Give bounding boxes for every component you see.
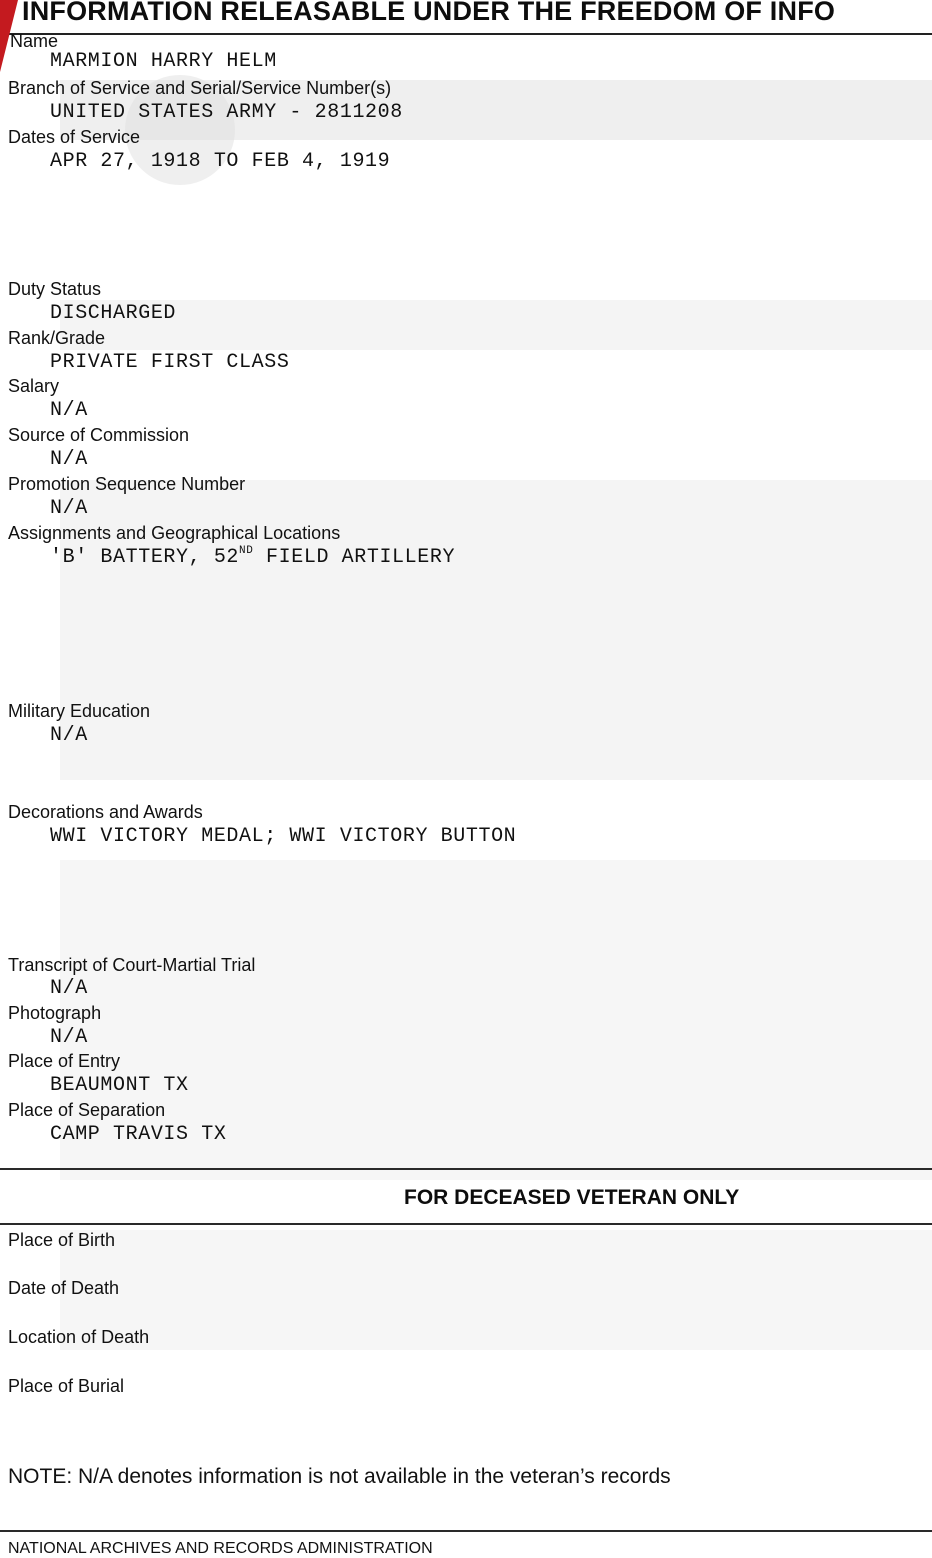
red-corner-flag <box>0 0 18 72</box>
duty-status-value: DISCHARGED <box>50 302 177 325</box>
background-letterhead-watermark <box>60 40 932 1440</box>
military-education-label: Military Education <box>8 701 151 721</box>
place-of-birth-label: Place of Birth <box>8 1230 116 1250</box>
document-title: INFORMATION RELEASABLE UNDER THE FREEDOM OF INFO <box>22 0 836 26</box>
watermark-band-footer <box>60 1230 932 1350</box>
decorations-value: WWI VICTORY MEDAL; WWI VICTORY BUTTON <box>50 825 517 848</box>
place-of-entry-label: Place of Entry <box>8 1051 121 1071</box>
promotion-sequence-label: Promotion Sequence Number <box>8 474 246 494</box>
place-of-separation-value: CAMP TRAVIS TX <box>50 1123 227 1146</box>
header-rule <box>0 33 932 35</box>
branch-label: Branch of Service and Serial/Service Number(s) <box>8 78 392 98</box>
watermark-band-top <box>60 300 932 350</box>
salary-value: N/A <box>50 399 88 422</box>
promotion-sequence-value: N/A <box>50 497 88 520</box>
na-note: NOTE: N/A denotes information is not available in the veteran’s records <box>8 1465 671 1488</box>
footer-agency: NATIONAL ARCHIVES AND RECORDS ADMINISTRATION <box>8 1540 433 1557</box>
rank-grade-value: PRIVATE FIRST CLASS <box>50 351 290 374</box>
photograph-label: Photograph <box>8 1003 102 1023</box>
section-divider <box>0 1168 932 1170</box>
assignments-label: Assignments and Geographical Locations <box>8 523 341 543</box>
salary-label: Salary <box>8 376 60 396</box>
court-martial-label: Transcript of Court-Martial Trial <box>8 955 256 975</box>
military-education-value: N/A <box>50 724 88 747</box>
date-of-death-label: Date of Death <box>8 1278 120 1298</box>
assignments-value-suffix: FIELD ARTILLERY <box>253 546 456 569</box>
duty-status-label: Duty Status <box>8 279 102 299</box>
deceased-section-heading: FOR DECEASED VETERAN ONLY <box>404 1186 740 1209</box>
assignments-value <box>50 545 455 569</box>
assignments-value-prefix: 'B' BATTERY, 52 <box>50 546 240 569</box>
dates-of-service-value: APR 27, 1918 TO FEB 4, 1919 <box>50 150 391 173</box>
place-of-entry-value: BEAUMONT TX <box>50 1074 189 1097</box>
name-label: Name <box>10 31 59 51</box>
branch-value: UNITED STATES ARMY - 2811208 <box>50 101 403 124</box>
court-martial-value: N/A <box>50 977 88 1000</box>
location-of-death-label: Location of Death <box>8 1327 150 1347</box>
dates-of-service-label: Dates of Service <box>8 127 141 147</box>
source-of-commission-value: N/A <box>50 448 88 471</box>
name-value: MARMION HARRY HELM <box>50 50 277 73</box>
assignments-value-superscript: ND <box>239 545 254 557</box>
footer-rule <box>0 1530 932 1532</box>
place-of-burial-label: Place of Burial <box>8 1376 125 1396</box>
photograph-value: N/A <box>50 1026 88 1049</box>
decorations-label: Decorations and Awards <box>8 802 203 822</box>
place-of-separation-label: Place of Separation <box>8 1100 166 1120</box>
deceased-section-rule <box>0 1223 932 1225</box>
rank-grade-label: Rank/Grade <box>8 328 106 348</box>
source-of-commission-label: Source of Commission <box>8 425 190 445</box>
